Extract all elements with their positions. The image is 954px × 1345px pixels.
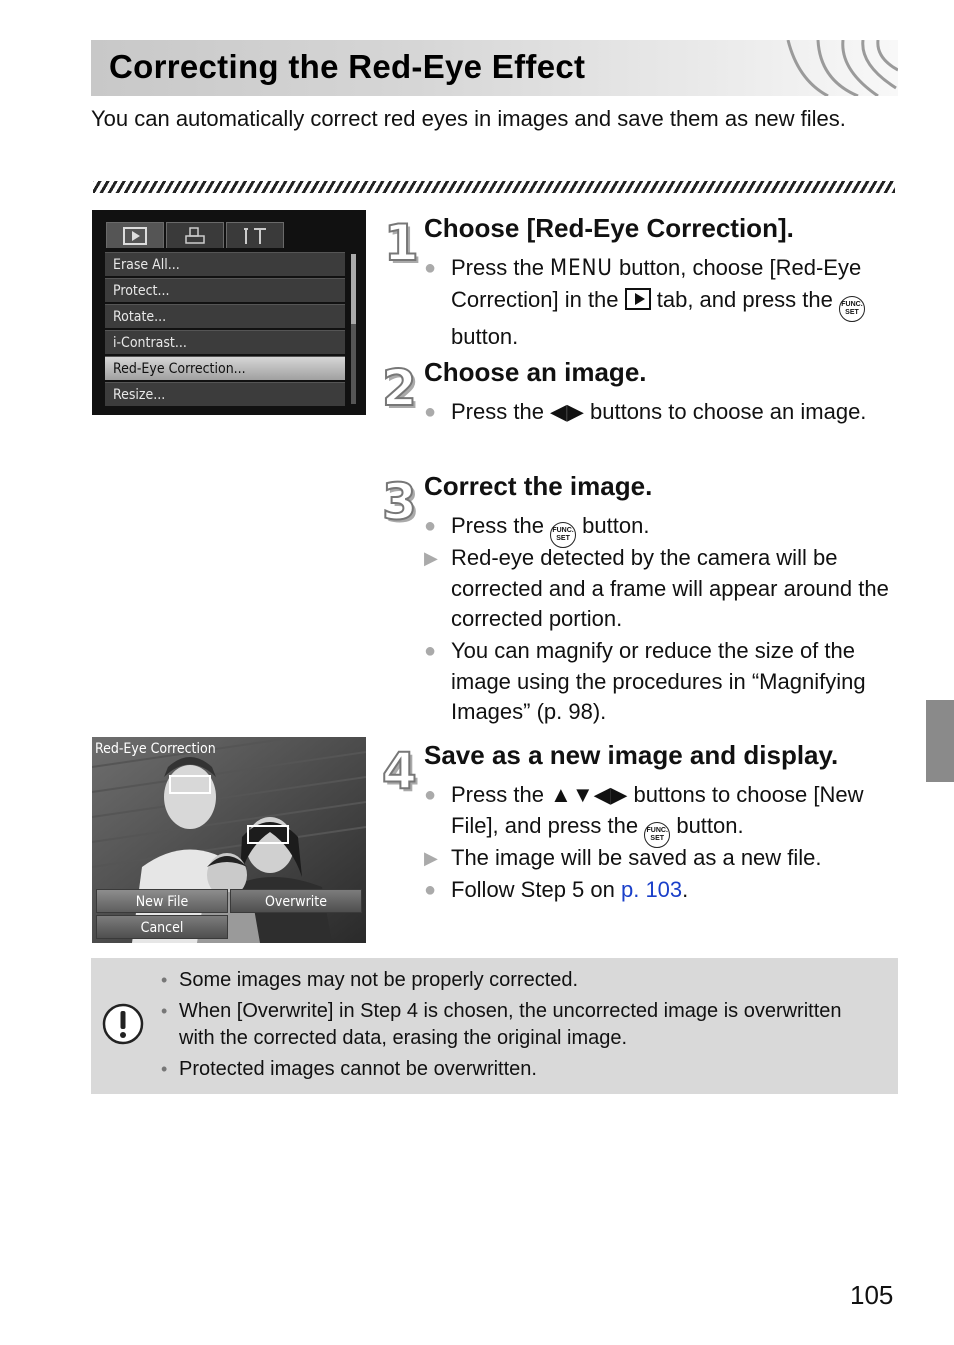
playback-icon — [625, 288, 651, 310]
bullet-circle-icon: ● — [424, 784, 437, 806]
camera-menu-screen — [92, 210, 366, 415]
title-bar — [91, 40, 898, 96]
print-icon — [184, 227, 206, 245]
menu-item-protect[interactable]: Protect... — [105, 278, 345, 302]
menu-list — [105, 252, 345, 408]
step-number: 3 — [382, 473, 417, 531]
left-right-arrows-icon: ◀▶ — [550, 399, 584, 424]
step-heading: Choose an image. — [424, 357, 647, 387]
cancel-button[interactable]: Cancel — [96, 915, 228, 939]
menu-item-red-eye-correction[interactable]: Red-Eye Correction... — [105, 356, 345, 380]
tools-icon — [242, 227, 268, 245]
step-heading: Choose [Red-Eye Correction]. — [424, 213, 794, 243]
caution-item: • Protected images cannot be overwritten. — [161, 1056, 881, 1084]
func-set-button-icon: FUNC. SET — [550, 522, 576, 548]
caution-box — [91, 958, 898, 1094]
red-eye-correction-screen — [92, 737, 366, 943]
divider — [93, 181, 895, 193]
tab-settings[interactable] — [226, 222, 284, 248]
intro-text: You can automatically correct red eyes in images and save them as new files. — [91, 106, 846, 131]
func-set-button-icon: FUNC. SET — [644, 822, 670, 848]
bullet-circle-icon: ● — [424, 640, 437, 662]
bullet-circle-icon: ● — [424, 257, 437, 279]
overwrite-button[interactable]: Overwrite — [230, 889, 362, 913]
menu-item-rotate[interactable]: Rotate... — [105, 304, 345, 328]
chapter-tab — [926, 700, 954, 782]
menu-scrollbar[interactable] — [351, 254, 356, 404]
caution-list — [161, 967, 881, 1086]
menu-item-i-contrast[interactable]: i-Contrast... — [105, 330, 345, 354]
result-arrow-icon: ▶ — [424, 548, 438, 568]
tab-print[interactable] — [166, 222, 224, 248]
caution-icon — [101, 1002, 145, 1046]
screen-title: Red-Eye Correction — [95, 741, 216, 757]
caution-item: • When [Overwrite] in Step 4 is chosen, the uncorrected image is overwritten with the corrected data, erasing the original image. — [161, 998, 881, 1053]
bullet-circle-icon: ● — [424, 401, 437, 423]
step-bullet: ● Follow Step 5 on p. 103. — [424, 875, 894, 906]
page-number: 105 — [850, 1280, 894, 1310]
bullet-circle-icon: ● — [424, 879, 437, 901]
step-bullet: ● Press the MENU button, choose [Red-Eye Correction] in the tab, and press the FUNC. SET button. — [424, 253, 894, 352]
step-heading: Correct the image. — [424, 471, 653, 501]
menu-button-label: MENU — [550, 256, 613, 281]
step-bullet: ● You can magnify or reduce the size of the image using the procedures in “Magnifying Images” (p. 98). — [424, 638, 866, 724]
caution-item: • Some images may not be properly corrected. — [161, 967, 881, 995]
step-heading: Save as a new image and display. — [424, 740, 839, 770]
new-file-button[interactable]: New File — [96, 889, 228, 913]
bullet-circle-icon: ● — [424, 515, 437, 537]
step-bullet: ● Press the FUNC. SET button. — [424, 511, 894, 548]
func-set-button-icon: FUNC. SET — [839, 296, 865, 322]
page-link[interactable]: p. 103 — [620, 877, 683, 902]
menu-tabs — [106, 222, 350, 248]
playback-icon — [123, 227, 147, 245]
step-number: 4 — [382, 742, 417, 800]
page-title: Correcting the Red-Eye Effect — [109, 48, 586, 85]
step-result: ▶ Red-eye detected by the camera will be corrected and a frame will appear around the corrected portion. — [424, 545, 889, 631]
step-bullet: ● Press the ◀▶ buttons to choose an image. — [424, 397, 894, 428]
step-result: ▶ The image will be saved as a new file. — [424, 843, 894, 874]
menu-item-erase-all[interactable]: Erase All... — [105, 252, 345, 276]
tab-playback[interactable] — [106, 222, 164, 248]
step-number: 2 — [382, 359, 417, 417]
menu-item-resize[interactable]: Resize... — [105, 382, 345, 406]
step-number: 1 — [384, 214, 419, 272]
step-bullet: ● Press the ▲▼◀▶ buttons to choose [New File], and press the FUNC. SET button. — [424, 780, 894, 848]
decorative-arcs-icon — [768, 40, 898, 96]
result-arrow-icon: ▶ — [424, 848, 438, 868]
four-way-arrows-icon: ▲▼◀▶ — [550, 782, 628, 807]
